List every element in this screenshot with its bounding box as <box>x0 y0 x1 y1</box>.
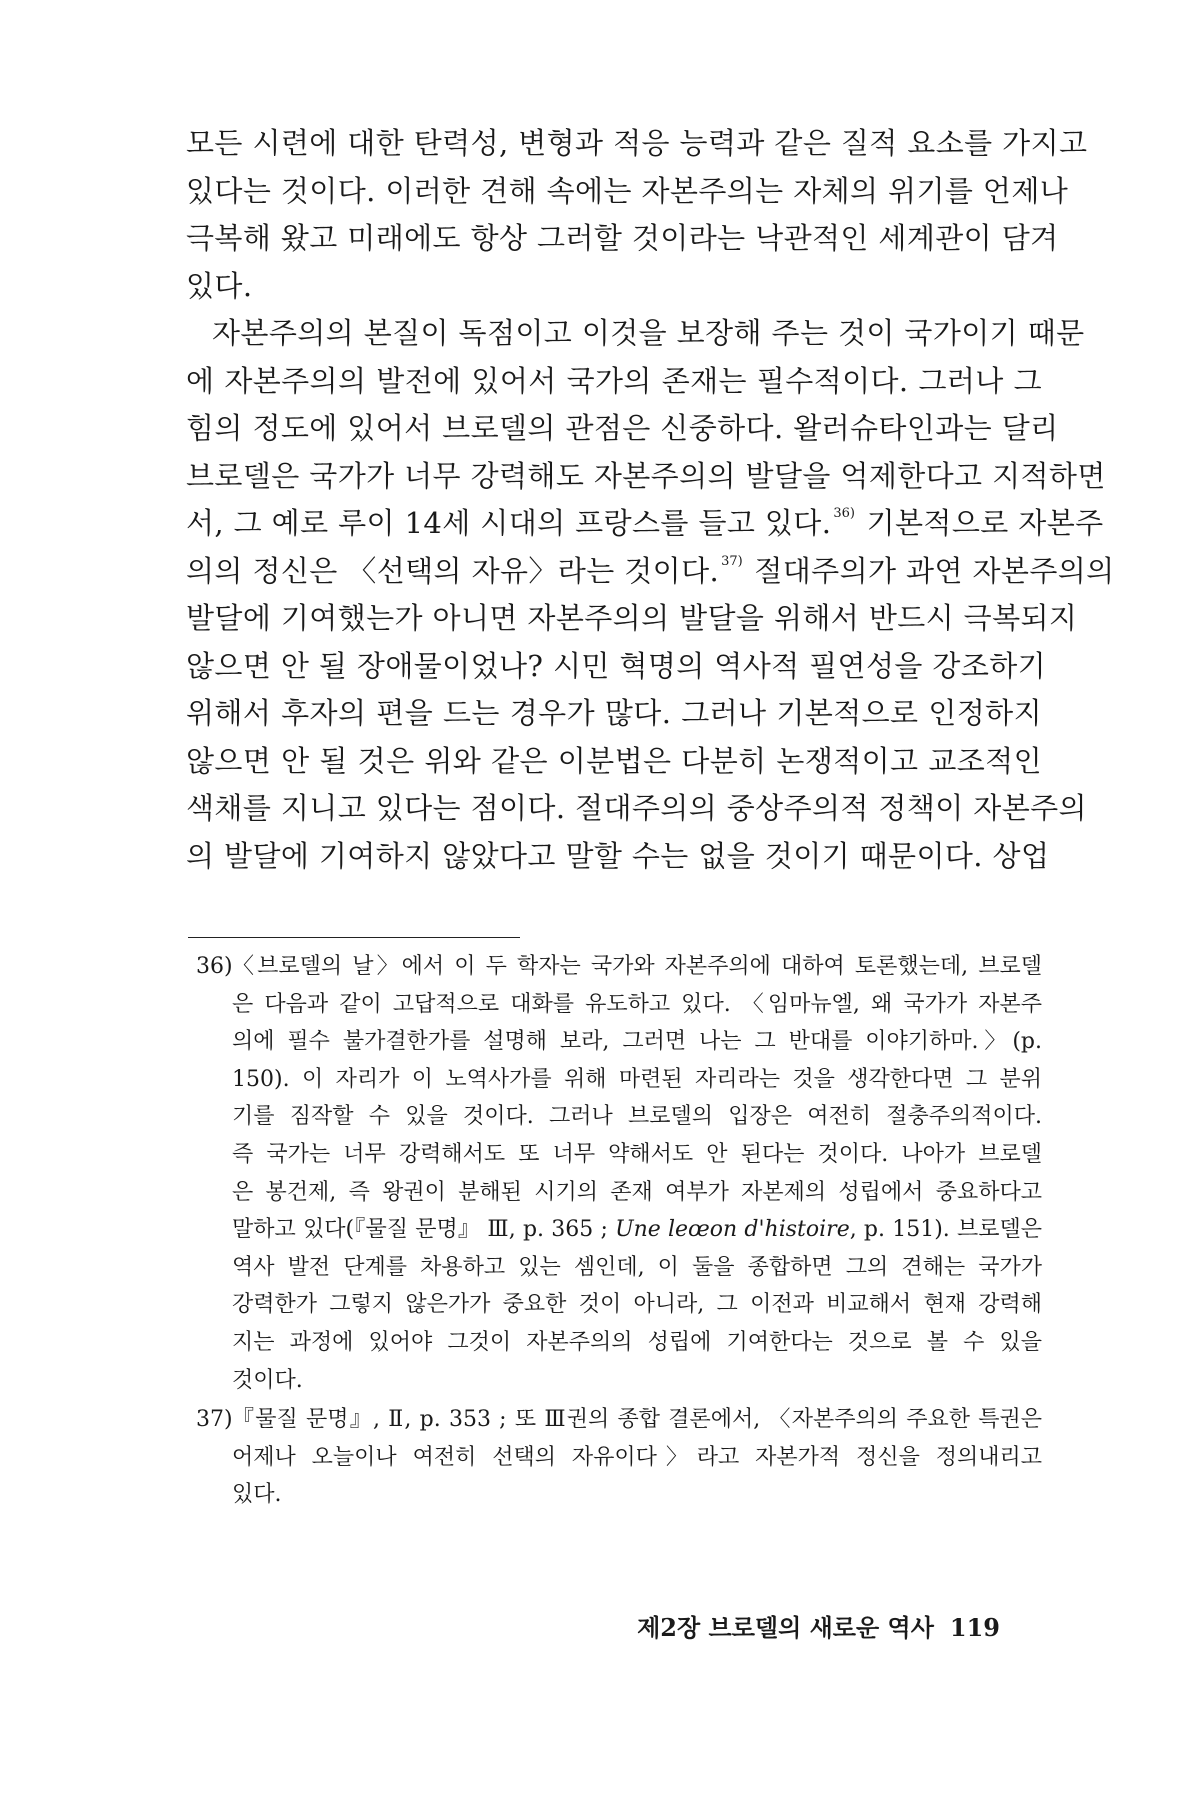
page-number: 119 <box>949 1613 1000 1642</box>
footnote-line: 것이다. <box>232 1367 303 1393</box>
footnotes <box>196 948 1042 1514</box>
body-line: 않으면 안 될 것은 위와 같은 이분법은 다분히 논쟁적이고 교조적인 <box>186 743 1042 778</box>
body-line: 브로델은 국가가 너무 강력해도 자본주의의 발달을 억제한다고 지적하면 <box>186 458 1106 493</box>
body-line: 모든 시련에 대한 탄력성, 변형과 적응 능력과 같은 질적 요소를 가지고 <box>186 126 1088 160</box>
running-footer <box>637 1608 1000 1643</box>
footnote-divider <box>188 937 520 938</box>
footnote-36 <box>196 948 1042 1399</box>
body-line <box>186 548 1115 596</box>
footnote-line: 지는 과정에 있어야 그것이 자본주의의 성립에 기여한다는 것으로 볼 수 있을 <box>232 1329 1042 1355</box>
footnote-number: 37) <box>196 1407 233 1433</box>
body-line: 있다. <box>186 268 253 303</box>
body-line <box>186 500 1104 548</box>
footnote-line: 어제나 오늘이나 여전히 선택의 자유이다〉라고 자본가적 정신을 정의내리고 <box>232 1444 1042 1470</box>
body-line: 색채를 지니고 있다는 점이다. 절대주의의 중상주의적 정책이 자본주의 <box>186 791 1087 825</box>
footnote-line: 은 다음과 같이 고답적으로 대화를 유도하고 있다. 〈임마뉴엘, 왜 국가가 자본주 <box>232 991 1042 1017</box>
footnote-line <box>232 1211 1042 1249</box>
footnote-line: 기를 짐작할 수 있을 것이다. 그러나 브로델의 입장은 여전히 절충주의적이다. <box>232 1104 1042 1130</box>
main-text <box>186 120 1115 880</box>
body-line: 에 자본주의의 발전에 있어서 국가의 존재는 필수적이다. 그러나 그 <box>186 363 1042 398</box>
footnote-text-segment: 말하고 있다(『물질 문명』 Ⅲ, p. 365 ; <box>232 1217 616 1243</box>
footnote-number: 36) <box>196 954 233 979</box>
footnote-ref-36[interactable]: 36) <box>833 506 855 521</box>
footnote-line: 즉 국가는 너무 강력해서도 또 너무 약해서도 안 된다는 것이다. 나아가 브로델 <box>232 1141 1042 1167</box>
footnote-37 <box>196 1401 1042 1514</box>
footnote-line: 역사 발전 단계를 차용하고 있는 셈인데, 이 둘을 종합하면 그의 견해는 국가가 <box>232 1254 1042 1280</box>
body-line: 있다는 것이다. 이러한 견해 속에는 자본주의는 자체의 위기를 언제나 <box>186 173 1069 208</box>
body-line: 자본주의의 본질이 독점이고 이것을 보장해 주는 것이 국가이기 때문 <box>212 316 1085 350</box>
book-title-italic: Une leœon d'histoire <box>615 1217 850 1243</box>
body-text-segment: 절대주의가 과연 자본주의의 <box>744 553 1115 588</box>
footnote-line: 강력한가 그렇지 않은가가 중요한 것이 아니라, 그 이전과 비교해서 현재 강력해 <box>232 1292 1042 1318</box>
footnote-line: 의에 필수 불가결한가를 설명해 보라, 그러면 나는 그 반대를 이야기하마.〉(p. <box>232 1029 1042 1055</box>
body-text-segment: 기본적으로 자본주 <box>856 506 1104 540</box>
body-line: 않으면 안 될 장애물이었나? 시민 혁명의 역사적 필연성을 강조하기 <box>186 648 1047 683</box>
body-line: 발달에 기여했는가 아니면 자본주의의 발달을 위해서 반드시 극복되지 <box>186 601 1078 635</box>
footnote-line: 있다. <box>232 1482 282 1508</box>
footnote-line: 『물질 문명』, Ⅱ, p. 353 ; 또 Ⅲ권의 종합 결론에서, 〈자본주의의 주요한 특권은 <box>232 1407 1042 1433</box>
body-text-segment: 서, 그 예로 루이 14세 시대의 프랑스를 들고 있다. <box>186 506 832 540</box>
chapter-title: 제2장 브로델의 새로운 역사 <box>637 1613 934 1642</box>
body-text-segment: 의의 정신은 〈선택의 자유〉라는 것이다. <box>186 553 720 588</box>
body-line: 힘의 정도에 있어서 브로델의 관점은 신중하다. 왈러슈타인과는 달리 <box>186 411 1059 445</box>
footnote-line: 150). 이 자리가 이 노역사가를 위해 마련된 자리라는 것을 생각한다면 그 분위 <box>232 1066 1042 1092</box>
footnote-text-segment: , p. 151). 브로델은 <box>849 1217 1042 1243</box>
footnote-ref-37[interactable]: 37) <box>721 553 743 569</box>
body-line: 극복해 왔고 미래에도 항상 그러할 것이라는 낙관적인 세계관이 담겨 <box>186 221 1059 255</box>
body-line: 의 발달에 기여하지 않았다고 말할 수는 없을 것이기 때문이다. 상업 <box>186 838 1050 873</box>
body-line: 위해서 후자의 편을 드는 경우가 많다. 그러나 기본적으로 인정하지 <box>186 696 1042 730</box>
footnote-line: 〈브로델의 날〉에서 이 두 학자는 국가와 자본주의에 대하여 토론했는데, 브로델 <box>232 954 1042 979</box>
footnote-line: 은 봉건제, 즉 왕권이 분해된 시기의 존재 여부가 자본제의 성립에서 중요하다고 <box>232 1179 1042 1205</box>
